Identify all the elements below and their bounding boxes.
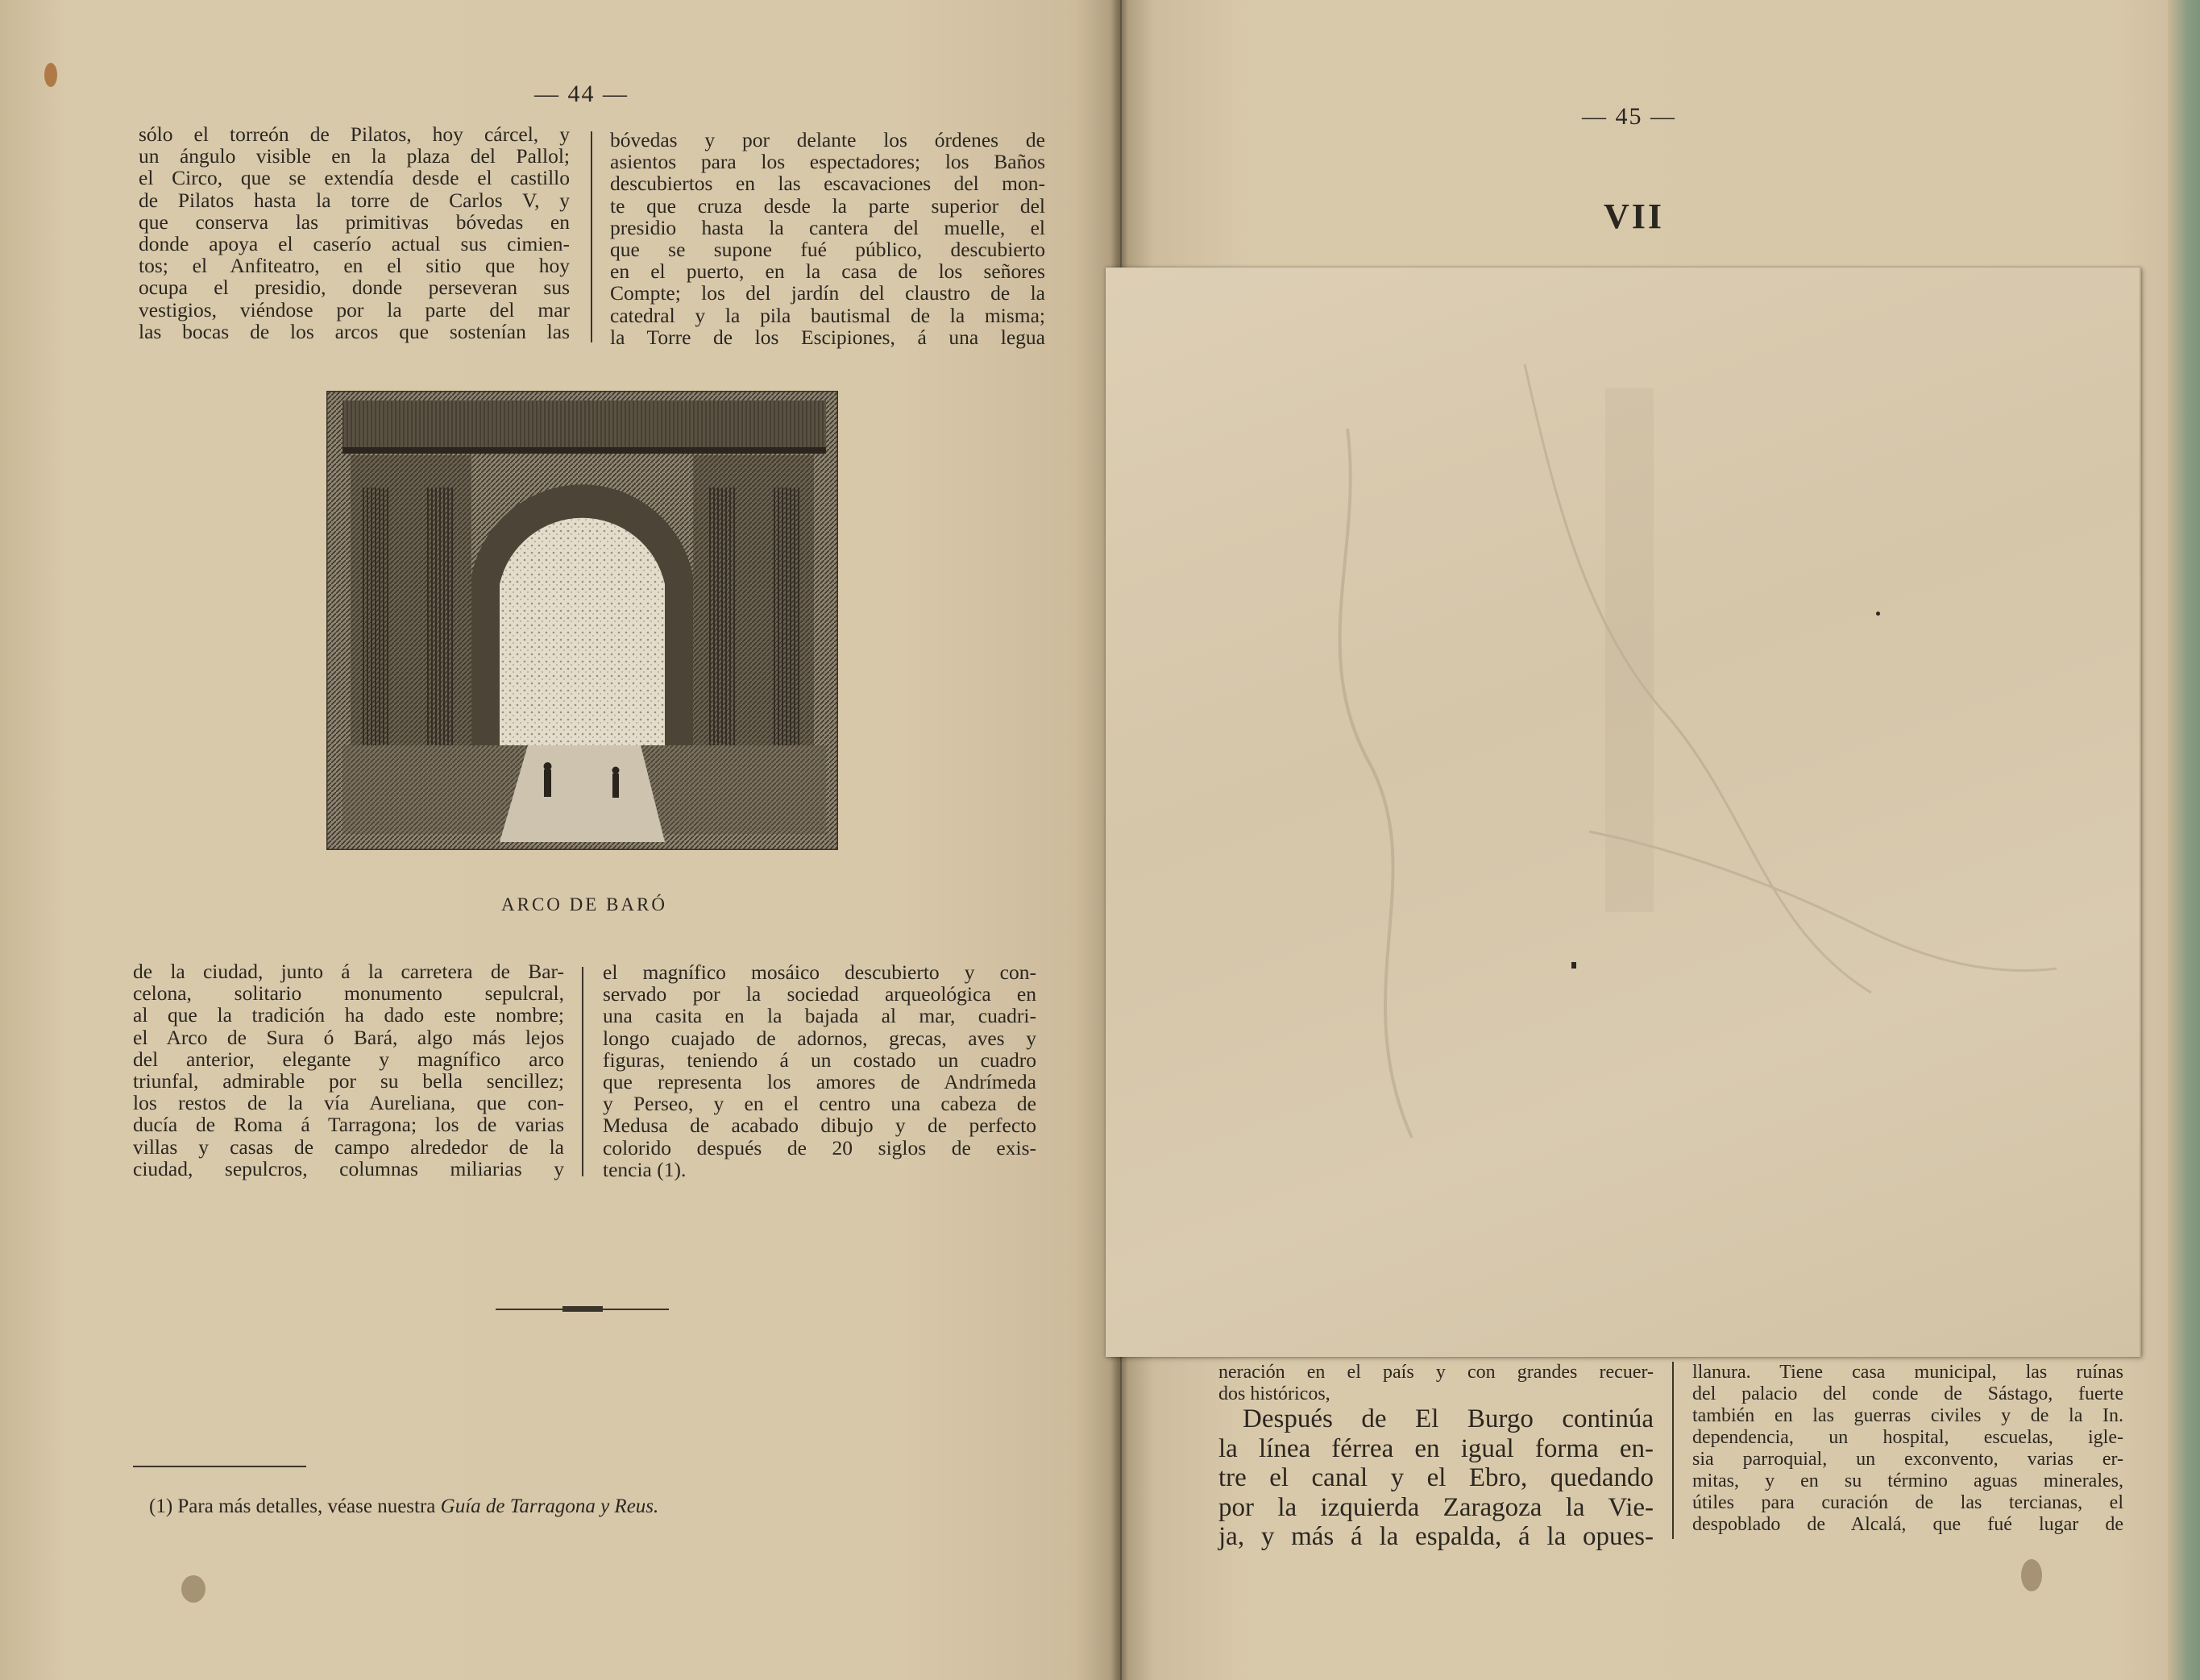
text-line: el Arco de Sura ó Bará, algo más lejos [133,1025,564,1049]
text-line: el magnífico mosáico descubierto y con- [603,960,1036,984]
text-line: la línea férrea en igual forma en- [1218,1433,1654,1463]
text-line: dos históricos, [1218,1383,1330,1404]
text-line: ciudad, sepulcros, columnas miliarias y [133,1156,564,1180]
text-line: de Pilatos hasta la torre de Carlos V, y [139,188,570,212]
text-line: sia parroquial, un exconvento, varias er- [1692,1449,2123,1470]
text-line: presidio hasta la cantera del muelle, el [610,215,1045,239]
text-line: sólo el torreón de Pilatos, hoy cárcel, y [139,122,570,146]
footnote-text: (1) Para más detalles, véase nuestra [149,1495,436,1517]
ink-speck [1876,612,1880,616]
text-line: triunfal, admirable por su bella sencillez; [133,1069,564,1093]
chapter-heading: VII [1604,197,1665,236]
page-number-right: — 45 — [1582,103,1676,130]
text-line: celona, solitario monumento sepulcral, [133,981,564,1006]
text-column-bottom-right [603,961,1036,1180]
text-line: asientos para los espectadores; los Baños [610,150,1045,174]
text-line: que representa los amores de Andrímeda [603,1070,1036,1094]
text-line: longo cuajado de adornos, grecas, aves y [603,1026,1036,1050]
text-line: vestigios, viéndose por la parte del mar [139,297,570,321]
text-line: colorido después de 20 siglos de exis- [603,1135,1036,1159]
text-line: dependencia, un hospital, escuelas, igle- [1692,1427,2123,1448]
text-line: en el puerto, en la casa de los señores [610,259,1045,284]
paper-blemish [44,63,57,87]
text-line: mitas, y en su término aguas minerales, [1692,1471,2123,1491]
text-line: de la ciudad, junto á la carretera de Bar- [133,960,564,983]
text-line: llanura. Tiene casa municipal, las ruínas [1692,1362,2123,1383]
text-line: figuras, teniendo á un costado un cuadro [603,1047,1036,1072]
text-line: tos; el Anfiteatro, en el sitio que hoy [139,254,570,278]
column-rule [1672,1362,1674,1539]
text-line: útiles para curación de las tercianas, el [1692,1492,2123,1513]
text-line: tencia (1). [603,1157,687,1181]
text-line: las bocas de los arcos que sostenían las [139,319,570,343]
cover-edge [2168,0,2200,1680]
text-line: también en las guerras civiles y de la In. [1692,1405,2123,1426]
figure-caption: ARCO DE BARÓ [501,894,667,915]
column-rule [582,967,583,1176]
ink-speck [1571,962,1576,969]
text-line: Medusa de acabado dibujo y de perfecto [603,1114,1036,1138]
footnote-title: Guía de Tarragona y Reus. [440,1495,659,1517]
column-rule [591,131,592,342]
text-line: despoblado de Alcalá, que fué lugar de [1692,1514,2123,1535]
footnote-rule [133,1466,306,1467]
text-column-right-page-right [1692,1362,2123,1536]
page-number-left: — 44 — [534,81,629,107]
text-line: ja, y más á la espalda, á la opues- [1218,1522,1654,1551]
text-line: neración en el país y con grandes recuer- [1218,1362,1654,1383]
text-line: te que cruza desde la parte superior del [610,193,1045,218]
map-show-through [1106,268,2140,1357]
text-line: una casita en la bajada al mar, cuadri- [603,1004,1036,1028]
text-line: Compte; los del jardín del claustro de la [610,281,1045,305]
text-line: tre el canal y el Ebro, quedando [1218,1463,1654,1492]
footnote [149,1495,658,1518]
text-line: descubiertos en las escavaciones del mon- [610,172,1045,196]
text-line: del palacio del conde de Sástago, fuerte [1692,1383,2123,1404]
text-line: que se supone fué público, descubierto [610,238,1045,262]
text-line: los restos de la vía Aureliana, que con- [133,1091,564,1115]
arch-illustration [326,391,838,850]
text-line: el Circo, que se extendía desde el castillo [139,166,570,190]
text-line: ducía de Roma á Tarragona; los de varias [133,1113,564,1137]
text-line: catedral y la pila bautismal de la misma; [610,303,1045,327]
text-line: del anterior, elegante y magnífico arco [133,1047,564,1071]
text-column-right-page-left [1218,1362,1654,1405]
text-column-top-right [610,129,1045,348]
text-line: por la izquierda Zaragoza la Vie- [1218,1492,1654,1522]
text-column-bottom-left [133,960,564,1180]
text-line: un ángulo visible en la plaza del Pallol; [139,144,570,168]
text-line: servado por la sociedad arqueológica en [603,982,1036,1006]
arch-engraving [326,391,838,850]
text-line: donde apoya el caserío actual sus cimien- [139,232,570,256]
text-line: al que la tradición ha dado este nombre; [133,1003,564,1027]
paper-blemish [181,1575,205,1603]
text-line: que conserva las primitivas bóvedas en [139,209,570,234]
text-column-top-left [139,123,570,342]
section-divider-ornament [562,1306,603,1312]
text-line: bóvedas y por delante los órdenes de [610,128,1045,151]
paper-blemish [2021,1559,2042,1591]
text-column-right-page-left-large [1218,1404,1654,1552]
text-line: y Perseo, y en el centro una cabeza de [603,1092,1036,1116]
text-line: la Torre de los Escipiones, á una legua [610,325,1045,349]
text-line: ocupa el presidio, donde perseveran sus [139,276,570,300]
text-line: villas y casas de campo alrededor de la [133,1135,564,1159]
text-line: Después de El Burgo continúa [1243,1404,1654,1433]
folded-map-insert [1106,268,2141,1357]
